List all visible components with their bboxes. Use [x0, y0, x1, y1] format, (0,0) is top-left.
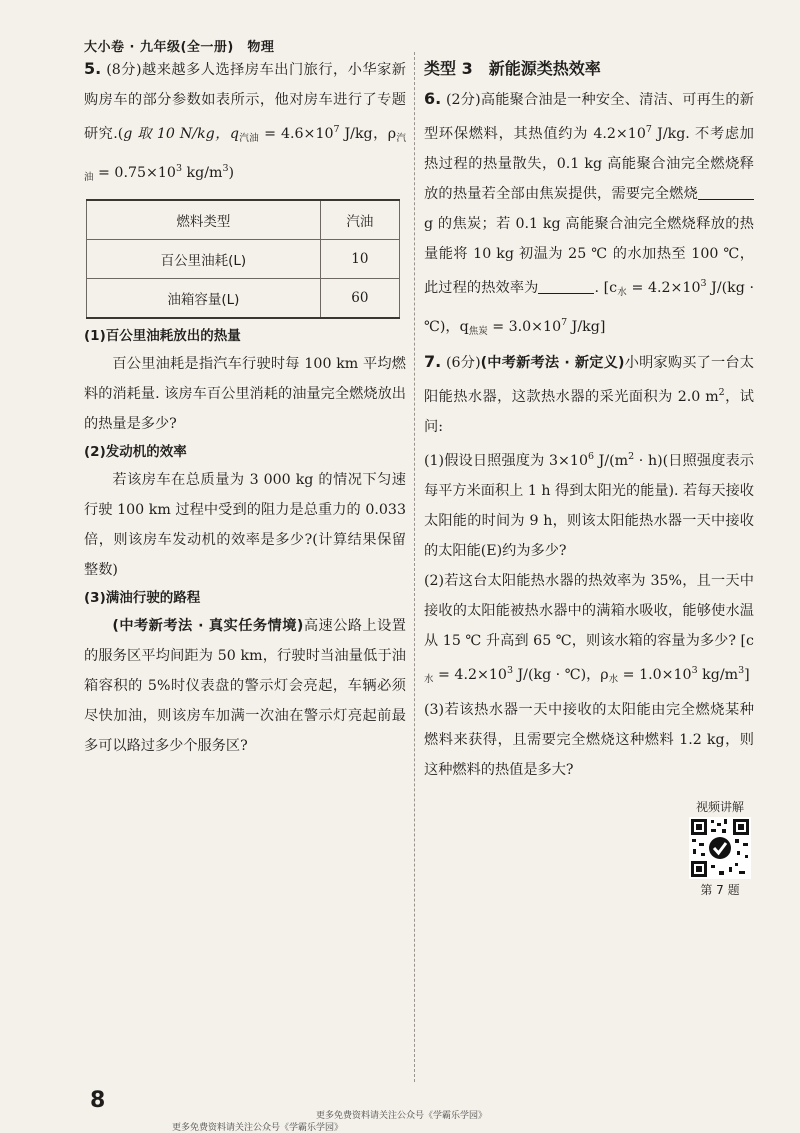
table-cell: 百公里油耗(L): [87, 240, 321, 279]
question-5-part-2-label: (2)发动机的效率: [84, 444, 187, 460]
left-column: [84, 54, 406, 761]
table-row: [87, 240, 400, 279]
question-5-number: 5.: [84, 59, 102, 78]
page-number: 8: [90, 1088, 106, 1113]
question-5-part-1-text: 百公里油耗是指汽车行驶时每 100 km 平均燃料的消耗量. 该房车百公里消耗的油量完全燃烧放出的热量是多少?: [84, 356, 406, 432]
table-header-cell: 燃料类型: [87, 200, 321, 240]
question-6: 6. (2分)高能聚合油是一种安全、清洁、可再生的新型环保燃料，其热值约为 $4.2\times 10^7$ J/kg. 不考虑加热过程的热量散失，0.1 kg 高能聚合油完全燃烧释放的热量若全部由焦炭提供，需要完全燃烧g 的焦炭；若 0.1 kg 高能聚合油完全燃烧释放的热量能将 10 kg 初温为 25 ℃ 的水加热至 100 ℃，此过程的热效率为 . [$c_水 = 4.2\times 10^3$ J/(kg · ℃)，$q_{焦炭} = 3.0\times 10^7$ J/kg]: [424, 89, 754, 337]
question-5-part-3-label: (3)满油行驶的路程: [84, 590, 201, 606]
question-6-number: 6.: [424, 89, 442, 108]
right-column: [424, 54, 754, 785]
question-7-stem: 7. (6分)(中考新考法 · 新定义)小明家购买了一台太阳能热水器，这款热水器的采光面积为 2.0 $m^2$，试问:: [424, 352, 754, 435]
question-5-part-2-text: 若该房车在总质量为 3 000 kg 的情况下匀速行驶 100 km 过程中受到的阻力是总重力的 0.033 倍，则该房车发动机的效率是多少?(计算结果保留整数): [84, 472, 406, 578]
section-title: 类型 3 新能源类热效率: [424, 59, 601, 78]
question-6-score: (2分): [445, 92, 481, 108]
answer-blank: [538, 279, 594, 294]
question-7-score: (6分): [445, 355, 481, 371]
qr-label-top: 视频讲解: [695, 800, 744, 814]
question-7-part-1: (1)假设日照强度为 $3\times 10^6$ $J/(m^2 \cdot h)$(日照强度表示每平方米面积上 1 h 得到太阳光的能量). 若每天接收太阳能的时间为 9 h，则该太阳能热水器一天中接收的太阳能(E)约为多少?: [424, 451, 754, 559]
question-5-part-3-tag: (中考新考法 · 真实任务情境): [112, 618, 304, 634]
table-cell: 10: [320, 240, 399, 279]
question-5-stem: 5. (8分)越来越多人选择房车出门旅行，小华家新购房车的部分参数如表所示，他对房车进行了专题研究.(g 取 10 N/kg，$q_{汽油} = 4.6\times 10^7$ J/kg，$\rho_{汽油} = 0.75\times 10^3$ $kg/m^3$): [84, 59, 406, 183]
table-cell: 60: [320, 279, 399, 319]
question-7-part-2: (2)若这台太阳能热水器的热效率为 35%，且一天中接收的太阳能被热水器中的满箱水吸收，能够使水温从 15 ℃ 升高到 65 ℃，则该水箱的容量为多少? [$c_水 = 4.2\times 10^3$ J/(kg · ℃)，$\rho_水 = 1.0\times 10^3$ $kg/m^3$]: [424, 573, 754, 685]
question-7-tag: (中考新考法 · 新定义): [480, 355, 625, 371]
question-5-score: (8分): [106, 62, 142, 78]
table-header-row: [87, 200, 400, 240]
qr-code-icon[interactable]: [689, 817, 751, 879]
video-explanation-qr[interactable]: [684, 798, 756, 898]
answer-blank: [698, 185, 754, 200]
question-7-number: 7.: [424, 352, 442, 371]
question-7-part-3: (3)若该热水器一天中接收的太阳能由完全燃烧某种燃料来获得，且需要完全燃烧这种燃料 1.2 kg，则这种燃料的热值是多大?: [424, 702, 754, 778]
table-cell: 油箱容量(L): [87, 279, 321, 319]
page-header: 大小卷 · 九年级(全一册) 物理: [84, 40, 275, 55]
rv-parameter-table: [86, 199, 400, 319]
qr-label-bottom: 第 7 题: [700, 883, 740, 897]
footer-note: 更多免费资料请关注公众号《学霸乐学园》: [316, 1111, 488, 1121]
question-5-part-3-text: (中考新考法 · 真实任务情境)高速公路上设置的服务区平均间距为 50 km，行驶时当油量低于油箱容积的 5%时仪表盘的警示灯会亮起，车辆必须尽快加油，则该房车加满一次油在警示灯亮起前最多可以路过多少个服务区?: [84, 618, 406, 754]
column-divider: [414, 52, 415, 1082]
footer-note: 更多免费资料请关注公众号《学霸乐学园》: [172, 1123, 344, 1133]
table-row: [87, 279, 400, 319]
question-5-part-1-label: (1)百公里油耗放出的热量: [84, 328, 241, 344]
table-header-cell: 汽油: [320, 200, 399, 240]
